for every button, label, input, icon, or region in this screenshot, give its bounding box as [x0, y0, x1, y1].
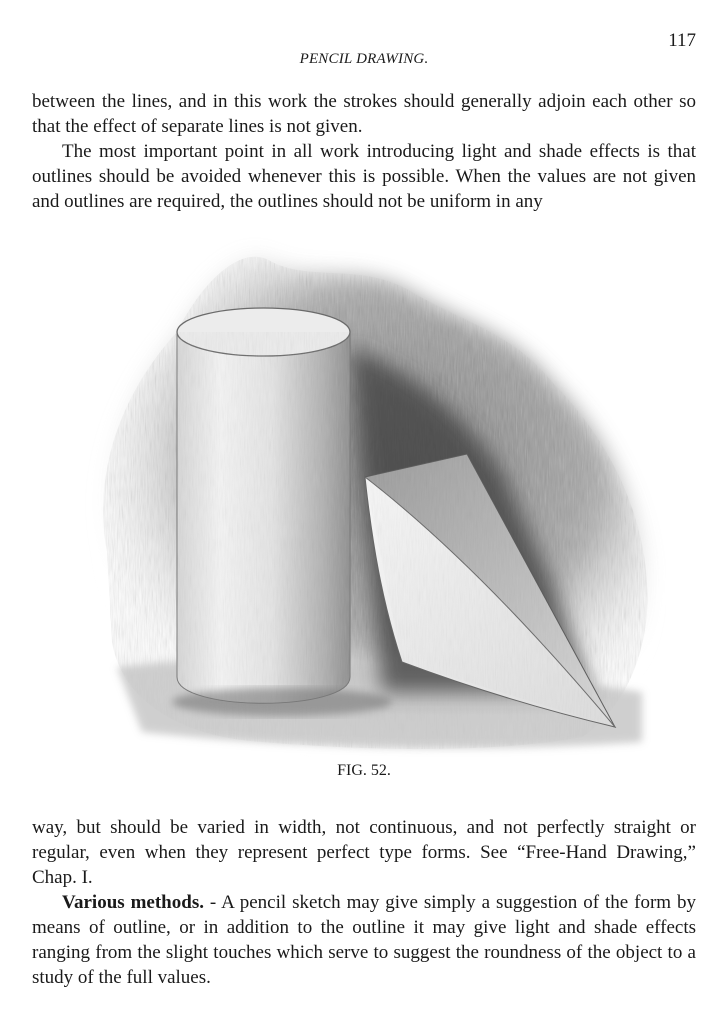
- paragraph-continuation: between the lines, and in this work the strokes should generally adjoin each other so that the effect of separate lines is not given.: [32, 91, 696, 137]
- paragraph-outlines: The most important point in all work introducing light and shade effects is that outlines should be avoided whenever this is possible. When the values are not given and outlines are required, the outlines should not be uniform in any: [32, 141, 696, 212]
- figure-52-illustration: [82, 222, 666, 757]
- paragraph-body: - A pencil sketch may give simply a suggestion of the form by means of outline, or in addition to the outline it may give light and shade effects ranging from the slight touches which serve to suggest the roundness of the object to a study of the full values.: [32, 892, 696, 988]
- cylinder-ground-shadow: [172, 688, 392, 716]
- page-number: 117: [668, 30, 696, 51]
- paragraph-various-methods: [32, 890, 696, 990]
- pencil-sketch-cylinder-cone: [82, 222, 666, 757]
- running-head: PENCIL DRAWING.: [299, 51, 429, 67]
- figure-caption: FIG. 52.: [337, 762, 391, 779]
- run-in-heading: Various methods.: [62, 892, 204, 913]
- paragraph-outline-variation: way, but should be varied in width, not continuous, and not perfectly straight or regular, even when they represent perfect type forms. See “Free-Hand Drawing,” Chap. I.: [32, 817, 696, 888]
